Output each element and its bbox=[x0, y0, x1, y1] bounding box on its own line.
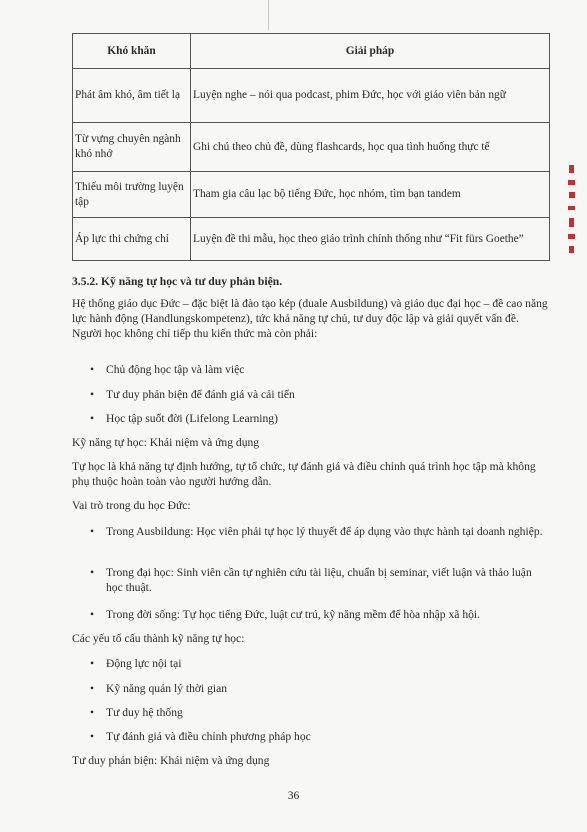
list-item-text: Trong đời sống: Tự học tiếng Đức, luật cư trú, kỹ năng mềm để hòa nhập xã hội. bbox=[106, 608, 481, 621]
table-cell-difficulty: Từ vựng chuyên ngành khó nhớ bbox=[73, 123, 191, 172]
list-item bbox=[90, 362, 550, 377]
intro-paragraph: Hệ thống giáo dục Đức – đặc biệt là đào tạo kép (duale Ausbildung) và giáo dục đại học – đề cao năng lực hành động (Handlungskompetenz), tức khả năng tự chủ, tư duy độc lập và giải quyết vấn đề. Người học không chỉ tiếp thu kiến thức mà còn phải: bbox=[72, 297, 548, 340]
list-item bbox=[90, 411, 550, 426]
bullet-icon: • bbox=[90, 363, 95, 376]
table-row bbox=[73, 123, 550, 172]
list-item-text: Chủ động học tập và làm việc bbox=[106, 363, 245, 376]
table-row bbox=[73, 172, 550, 218]
list-item-text: Tư duy phản biện để đánh giá và cải tiến bbox=[106, 388, 295, 401]
table-header-row bbox=[73, 34, 550, 69]
list-item-text: Tư duy hệ thống bbox=[106, 706, 183, 719]
table-cell-solution: Luyện đề thi mẫu, học theo giáo trình chính thống như “Fit fürs Goethe” bbox=[191, 218, 550, 261]
table-row bbox=[73, 218, 550, 261]
list-item-text: Trong đại học: Sinh viên cần tự nghiên cứu tài liệu, chuẩn bị seminar, viết luận và thảo luận học thuật. bbox=[106, 566, 532, 594]
bullet-icon: • bbox=[90, 566, 95, 579]
role-title: Vai trò trong du học Đức: bbox=[72, 499, 191, 512]
components-title: Các yếu tố cấu thành kỹ năng tự học: bbox=[72, 632, 245, 645]
table-header-difficulty: Khó khăn bbox=[73, 34, 191, 69]
bullet-icon: • bbox=[90, 608, 95, 621]
list-item-text: Kỹ năng quản lý thời gian bbox=[106, 682, 228, 695]
table-header-solution: Giải pháp bbox=[191, 34, 550, 69]
list-item-text: Trong Ausbildung: Học viên phải tự học lý thuyết để áp dụng vào thực hành tại doanh nghiệp. bbox=[106, 525, 543, 538]
table-cell-solution: Luyện nghe – nói qua podcast, phim Đức, học với giáo viên bản ngữ bbox=[191, 69, 550, 123]
list-item bbox=[90, 387, 550, 402]
table-cell-solution: Ghi chú theo chủ đề, dùng flashcards, học qua tình huống thực tế bbox=[191, 123, 550, 172]
table-row bbox=[73, 69, 550, 123]
list-item-text: Động lực nội tại bbox=[106, 657, 182, 670]
list-item bbox=[90, 524, 550, 539]
bullet-icon: • bbox=[90, 412, 95, 425]
difficulty-solution-table bbox=[72, 33, 550, 261]
list-item bbox=[90, 565, 550, 595]
table-cell-difficulty: Phát âm khó, âm tiết lạ bbox=[73, 69, 191, 123]
list-item-text: Học tập suốt đời (Lifelong Learning) bbox=[106, 412, 278, 425]
self-study-paragraph: Tự học là khả năng tự định hướng, tự tổ chức, tự đánh giá và điều chỉnh quá trình học tập mà không phụ thuộc hoàn toàn vào người hướng dẫn. bbox=[72, 460, 536, 488]
list-item-text: Tự đánh giá và điều chỉnh phương pháp học bbox=[106, 730, 311, 743]
list-item bbox=[90, 681, 550, 696]
subheading-critical-thinking: Tư duy phản biện: Khái niệm và ứng dụng bbox=[72, 754, 270, 767]
subheading-self-study: Kỹ năng tự học: Khái niệm và ứng dụng bbox=[72, 436, 260, 449]
bullet-icon: • bbox=[90, 525, 95, 538]
table-cell-difficulty: Áp lực thi chứng chỉ bbox=[73, 218, 191, 261]
bullet-icon: • bbox=[90, 682, 95, 695]
scan-artifact bbox=[268, 0, 269, 30]
list-item bbox=[90, 729, 550, 744]
list-item bbox=[90, 705, 550, 720]
margin-stamp-mark bbox=[566, 160, 578, 260]
bullet-icon: • bbox=[90, 706, 95, 719]
bullet-icon: • bbox=[90, 388, 95, 401]
table-cell-solution: Tham gia câu lạc bộ tiếng Đức, học nhóm, tìm bạn tandem bbox=[191, 172, 550, 218]
list-item bbox=[90, 656, 550, 671]
section-heading: 3.5.2. Kỹ năng tự học và tư duy phản biện. bbox=[72, 275, 283, 288]
list-item bbox=[90, 607, 550, 622]
bullet-icon: • bbox=[90, 657, 95, 670]
table-cell-difficulty: Thiếu môi trường luyện tập bbox=[73, 172, 191, 218]
bullet-icon: • bbox=[90, 730, 95, 743]
page-number: 36 bbox=[287, 789, 300, 802]
